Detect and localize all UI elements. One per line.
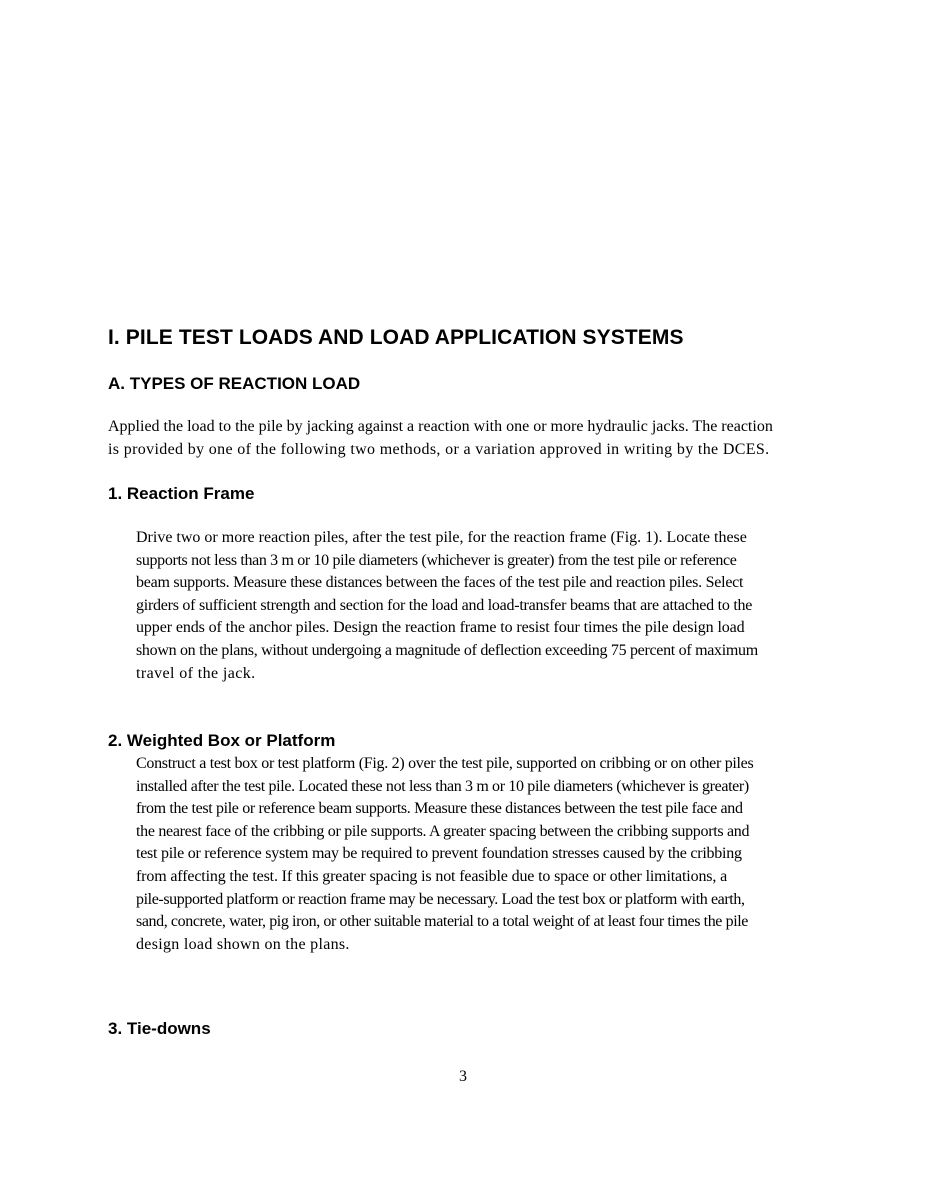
- reaction-frame-line: travel of the jack.: [136, 664, 256, 682]
- weighted-box-paragraph: [136, 753, 836, 956]
- weighted-box-line: installed after the test pile. Located these not less than 3 m or 10 pile diameters (whichever is greater): [136, 777, 749, 795]
- section-title: I. PILE TEST LOADS AND LOAD APPLICATION SYSTEMS: [108, 326, 684, 349]
- reaction-frame-paragraph: [136, 527, 836, 685]
- weighted-box-line: sand, concrete, water, pig iron, or other suitable material to a total weight of at least four times the pile: [136, 913, 748, 931]
- reaction-frame-line: Drive two or more reaction piles, after the test pile, for the reaction frame (Fig. 1). Locate these: [136, 529, 747, 546]
- weighted-box-line: the nearest face of the cribbing or pile supports. A greater spacing between the cribbing supports and: [136, 822, 750, 840]
- weighted-box-title: 2. Weighted Box or Platform: [108, 731, 336, 750]
- weighted-box-line: from affecting the test. If this greater spacing is not feasible due to space or other limitations, a: [136, 867, 728, 885]
- intro-line: Applied the load to the pile by jacking against a reaction with one or more hydraulic jacks. The reaction: [108, 418, 773, 435]
- intro-line: is provided by one of the following two methods, or a variation approved in writing by the DCES.: [108, 440, 770, 458]
- page-number: 3: [459, 1068, 467, 1085]
- reaction-frame-line: beam supports. Measure these distances between the faces of the test pile and reaction piles. Select: [136, 574, 744, 592]
- weighted-box-line: pile-supported platform or reaction frame may be necessary. Load the test box or platform with earth,: [136, 890, 745, 908]
- reaction-frame-title: 1. Reaction Frame: [108, 484, 255, 503]
- weighted-box-line: design load shown on the plans.: [136, 935, 350, 953]
- subsection-a-title: A. TYPES OF REACTION LOAD: [108, 374, 361, 393]
- reaction-frame-line: shown on the plans, without undergoing a magnitude of deflection exceeding 75 percent of maximum: [136, 641, 758, 659]
- weighted-box-line: from the test pile or reference beam supports. Measure these distances between the test pile face and: [136, 800, 743, 818]
- reaction-frame-line: girders of sufficient strength and section for the load and load-transfer beams that are attached to the: [136, 596, 753, 614]
- reaction-frame-line: upper ends of the anchor piles. Design the reaction frame to resist four times the pile design load: [136, 619, 745, 637]
- weighted-box-line: test pile or reference system may be required to prevent foundation stresses caused by the cribbing: [136, 845, 742, 863]
- intro-paragraph: [108, 416, 868, 461]
- tie-downs-title: 3. Tie-downs: [108, 1019, 211, 1038]
- weighted-box-line: Construct a test box or test platform (Fig. 2) over the test pile, supported on cribbing or on other piles: [136, 755, 754, 772]
- reaction-frame-line: supports not less than 3 m or 10 pile diameters (whichever is greater) from the test pile or reference: [136, 551, 737, 569]
